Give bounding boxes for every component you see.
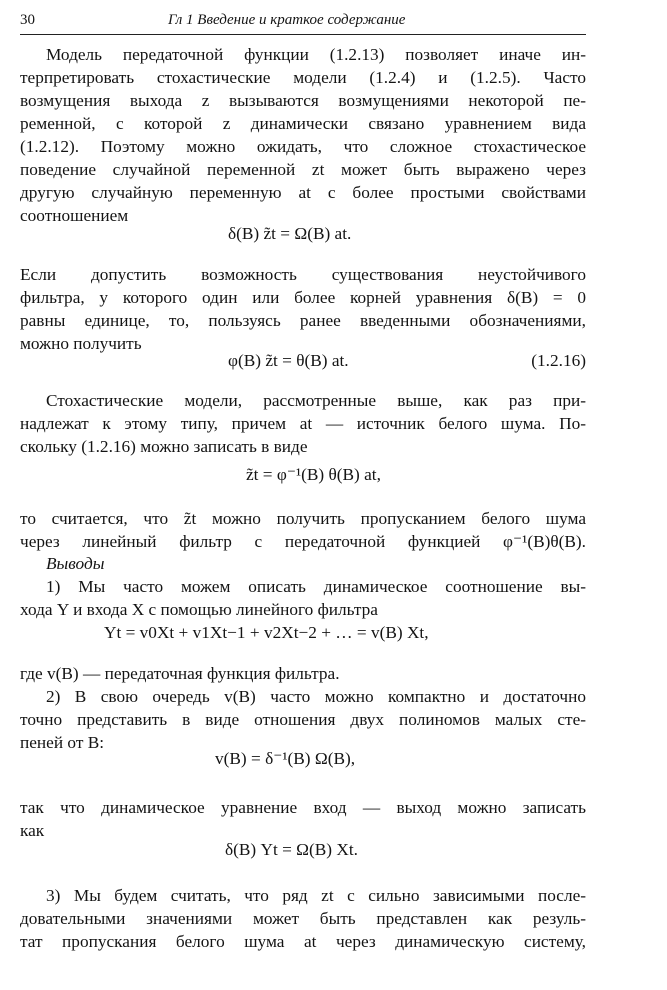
equation-filter: Yt = v0Xt + v1Xt−1 + v2Xt−2 + … = v(B) Xt, bbox=[104, 623, 429, 642]
text-line: возмущения выхода z вызываются возмущениями некоторой пе- bbox=[20, 91, 586, 110]
text-line: ременной, с которой z динамически связано уравнением вида bbox=[20, 114, 586, 133]
text-line: через линейный фильтр с передаточной функцией φ⁻¹(B)θ(B). bbox=[20, 532, 586, 551]
running-title: Гл 1 Введение и краткое содержание bbox=[168, 12, 406, 28]
equation-number: (1.2.16) bbox=[531, 351, 586, 370]
text-line: равны единице, то, пользуясь ранее введенными обозначениями, bbox=[20, 311, 586, 330]
equation-input-output: δ(B) Yt = Ω(B) Xt. bbox=[225, 840, 358, 859]
text-line: терпретировать стохастические модели (1.2.4) и (1.2.5). Часто bbox=[20, 68, 586, 87]
text-line: Если допустить возможность существования неустойчивого bbox=[20, 265, 586, 284]
text-line: хода Y и входа X с помощью линейного фильтра bbox=[20, 600, 378, 619]
text-line: то считается, что z̃t можно получить пропусканием белого шума bbox=[20, 509, 586, 528]
text-line: фильтра, у которого один или более корней уравнения δ(B) = 0 bbox=[20, 288, 586, 307]
text-line: 3) Мы будем считать, что ряд zt с сильно зависимыми после- bbox=[46, 886, 586, 905]
page-number: 30 bbox=[20, 12, 35, 28]
equation-phi: φ(B) z̃t = θ(B) at. bbox=[228, 351, 349, 370]
text-line: где v(B) — передаточная функция фильтра. bbox=[20, 664, 340, 683]
text-line: (1.2.12). Поэтому можно ожидать, что сложное стохастическое bbox=[20, 137, 586, 156]
text-line: Стохастические модели, рассмотренные выше, как раз при- bbox=[46, 391, 586, 410]
text-line: 2) В свою очередь v(B) часто можно компактно и достаточно bbox=[46, 687, 586, 706]
text-line: так что динамическое уравнение вход — выход можно записать bbox=[20, 798, 586, 817]
text-line: довательными значениями может быть представлен как резуль- bbox=[20, 909, 586, 928]
equation-inverse: z̃t = φ⁻¹(B) θ(B) at, bbox=[246, 465, 381, 484]
text-line: поведение случайной переменной zt может быть выражено через bbox=[20, 160, 586, 179]
text-line: скольку (1.2.16) можно записать в виде bbox=[20, 437, 308, 456]
page-header bbox=[20, 8, 586, 35]
text-line: точно представить в виде отношения двух полиномов малых сте- bbox=[20, 710, 586, 729]
section-heading-conclusions: Выводы bbox=[46, 554, 105, 573]
text-line: другую случайную переменную at с более простыми свойствами bbox=[20, 183, 586, 202]
text-line: соотношением bbox=[20, 206, 129, 225]
text-line: пеней от B: bbox=[20, 733, 105, 752]
text-line: тат пропускания белого шума at через динамическую систему, bbox=[20, 932, 586, 951]
text-line: 1) Мы часто можем описать динамическое соотношение вы- bbox=[46, 577, 586, 596]
text-line: можно получить bbox=[20, 334, 142, 353]
text-line: надлежат к этому типу, причем at — источник белого шума. По- bbox=[20, 414, 586, 433]
text-line: Модель передаточной функции (1.2.13) позволяет иначе ин- bbox=[46, 45, 586, 64]
equation-ratio: v(B) = δ⁻¹(B) Ω(B), bbox=[215, 749, 356, 768]
text-line: как bbox=[20, 821, 45, 840]
equation-delta: δ(B) z̃t = Ω(B) at. bbox=[228, 224, 352, 243]
